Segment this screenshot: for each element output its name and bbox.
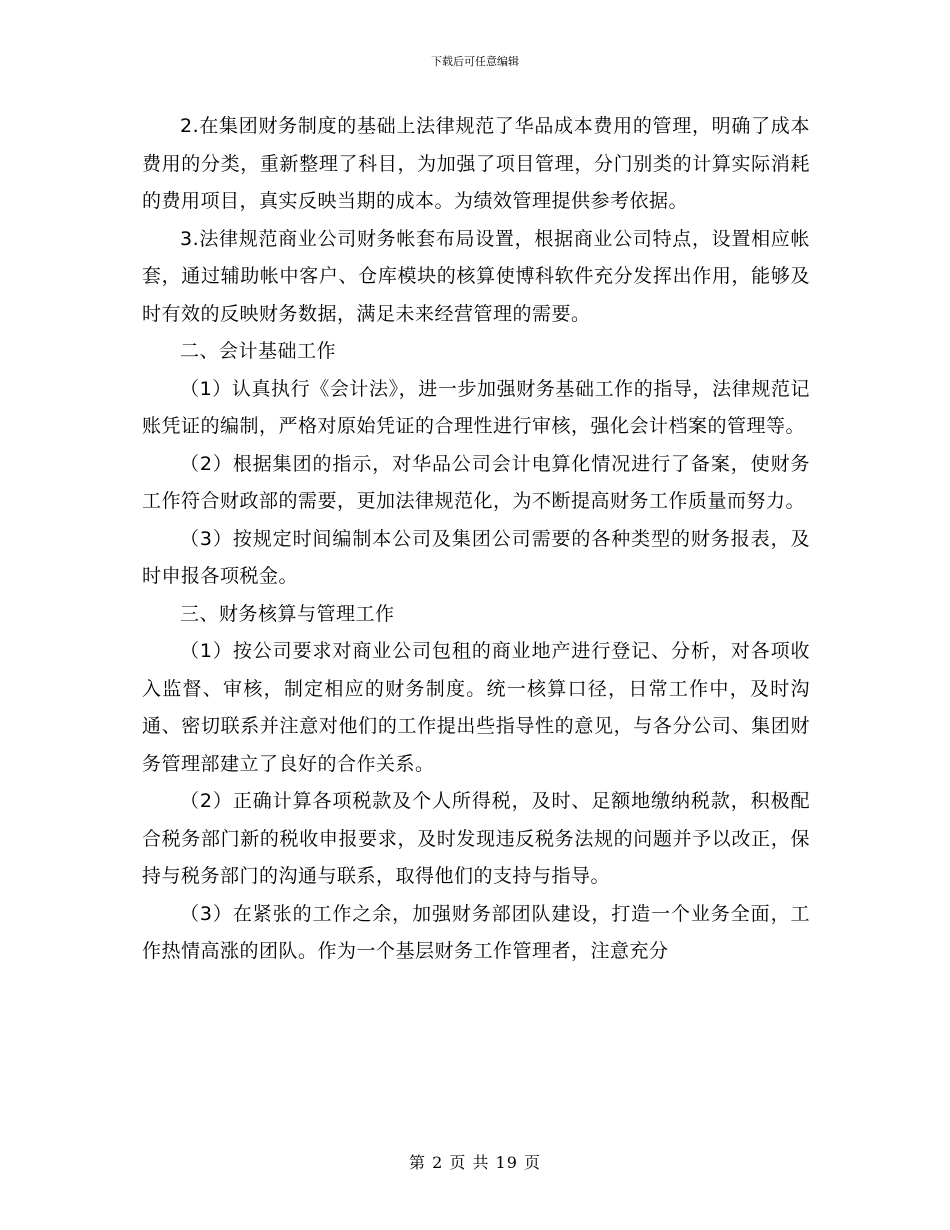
document-body [142, 108, 810, 971]
paragraph: （2）正确计算各项税款及个人所得税，及时、足额地缴纳税款，积极配合税务部门新的税收申报要求，及时发现违反税务法规的问题并予以改正，保持与税务部门的沟通与联系，取得他们的支持与指导。 [142, 790, 810, 887]
header-note: 下载后可任意编辑 [431, 55, 519, 68]
paragraph: （1）认真执行《会计法》，进一步加强财务基础工作的指导，法律规范记账凭证的编制，严格对原始凭证的合理性进行审核，强化会计档案的管理等。 [142, 377, 810, 437]
section-heading: 三、财务核算与管理工作 [180, 602, 395, 625]
paragraph: 3.法律规范商业公司财务帐套布局设置，根据商业公司特点，设置相应帐套，通过辅助帐中客户、仓库模块的核算使博科软件充分发挥出作用，能够及时有效的反映财务数据，满足未来经营管理的需要。 [142, 227, 810, 325]
page-number-footer: 第 2 页 共 19 页 [409, 1153, 541, 1172]
paragraph: （1）按公司要求对商业公司包租的商业地产进行登记、分析，对各项收入监督、审核，制定相应的财务制度。统一核算口径，日常工作中，及时沟通、密切联系并注意对他们的工作提出些指导性的意见，与各分公司、集团财务管理部建立了良好的合作关系。 [142, 640, 810, 775]
paragraph: 2.在集团财务制度的基础上法律规范了华品成本费用的管理，明确了成本费用的分类，重新整理了科目，为加强了项目管理，分门别类的计算实际消耗的费用项目，真实反映当期的成本。为绩效管理提供参考依据。 [142, 115, 810, 212]
paragraph: （3）按规定时间编制本公司及集团公司需要的各种类型的财务报表，及时申报各项税金。 [142, 527, 810, 587]
section-heading: 二、会计基础工作 [180, 340, 337, 362]
paragraph: （2）根据集团的指示，对华品公司会计电算化情况进行了备案，使财务工作符合财政部的需要，更加法律规范化，为不断提高财务工作质量而努力。 [142, 452, 810, 512]
paragraph: （3）在紧张的工作之余，加强财务部团队建设，打造一个业务全面，工作热情高涨的团队。作为一个基层财务工作管理者，注意充分 [142, 902, 810, 962]
